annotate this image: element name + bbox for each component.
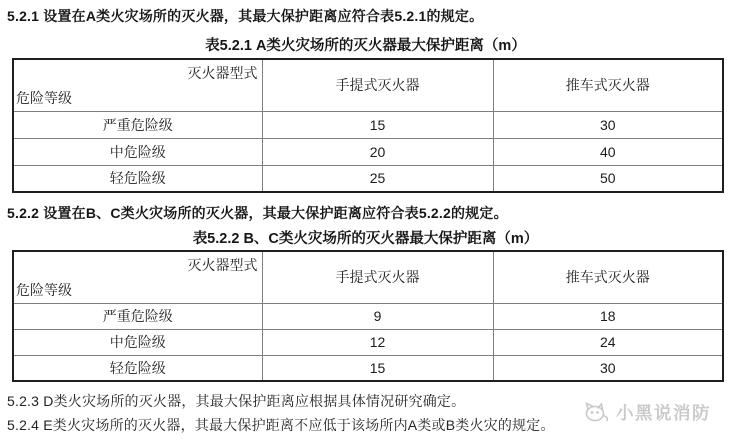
clause-5-2-4: 5.2.4 E类火灾场所的灭火器，其最大保护距离不应低于该场所内A类或B类火灾的规定。 xyxy=(7,417,555,433)
corner-header-cell xyxy=(13,59,262,111)
table-row xyxy=(13,165,723,192)
table-5-2-1 xyxy=(12,58,724,193)
row-label-medium-hazard: 中危险级 xyxy=(13,329,262,355)
table-row xyxy=(13,111,723,138)
clause-5-2-1: 5.2.1 设置在A类火灾场所的灭火器，其最大保护距离应符合表5.2.1的规定。 xyxy=(7,8,484,24)
cell-value: 18 xyxy=(493,303,723,329)
row-label-medium-hazard: 中危险级 xyxy=(13,138,262,165)
cell-value: 9 xyxy=(262,303,493,329)
corner-label-extinguisher-type: 灭火器型式 xyxy=(187,257,258,273)
clause-5-2-2: 5.2.2 设置在B、C类火灾场所的灭火器，其最大保护距离应符合表5.2.2的规定。 xyxy=(7,205,508,221)
corner-header-cell xyxy=(13,251,262,303)
cell-value: 12 xyxy=(262,329,493,355)
cell-value: 24 xyxy=(493,329,723,355)
row-label-severe-hazard: 严重危险级 xyxy=(13,303,262,329)
watermark-text: 小黑说消防 xyxy=(616,402,711,423)
column-header-portable-extinguisher: 手提式灭火器 xyxy=(262,251,493,303)
cell-value: 15 xyxy=(262,111,493,138)
column-header-wheeled-extinguisher: 推车式灭火器 xyxy=(493,59,723,111)
table-5-2-1-title: 表5.2.1 A类火灾场所的灭火器最大保护距离（m） xyxy=(205,38,526,54)
table-header-row xyxy=(13,251,723,303)
column-header-portable-extinguisher: 手提式灭火器 xyxy=(262,59,493,111)
corner-label-hazard-level: 危险等级 xyxy=(16,281,72,298)
row-label-light-hazard: 轻危险级 xyxy=(13,165,262,192)
cell-value: 20 xyxy=(262,138,493,165)
watermark xyxy=(584,396,731,428)
row-label-light-hazard: 轻危险级 xyxy=(13,355,262,381)
corner-label-extinguisher-type: 灭火器型式 xyxy=(187,65,258,81)
table-row xyxy=(13,355,723,381)
table-5-2-2 xyxy=(12,250,724,382)
clause-5-2-3: 5.2.3 D类火灾场所的灭火器，其最大保护距离应根据具体情况研究确定。 xyxy=(7,393,466,409)
row-label-severe-hazard: 严重危险级 xyxy=(13,111,262,138)
table-row xyxy=(13,138,723,165)
table-row xyxy=(13,329,723,355)
cat-logo-icon xyxy=(584,400,611,424)
cell-value: 40 xyxy=(493,138,723,165)
table-row xyxy=(13,303,723,329)
cell-value: 30 xyxy=(493,111,723,138)
cell-value: 15 xyxy=(262,355,493,381)
column-header-wheeled-extinguisher: 推车式灭火器 xyxy=(493,251,723,303)
corner-label-hazard-level: 危险等级 xyxy=(16,89,72,106)
cell-value: 50 xyxy=(493,165,723,192)
cell-value: 25 xyxy=(262,165,493,192)
table-5-2-2-title: 表5.2.2 B、C类火灾场所的灭火器最大保护距离（m） xyxy=(192,231,539,247)
table-header-row xyxy=(13,59,723,111)
cell-value: 30 xyxy=(493,355,723,381)
